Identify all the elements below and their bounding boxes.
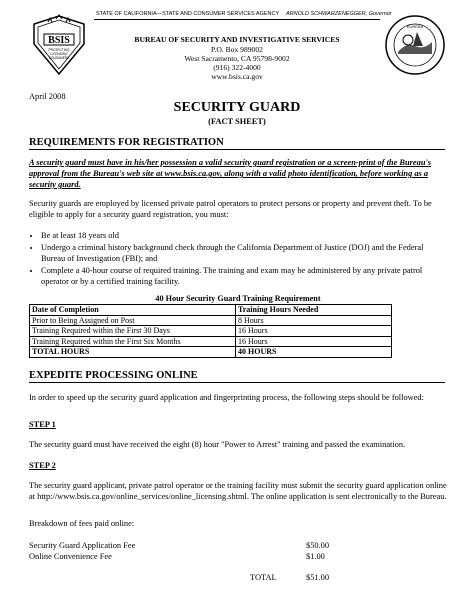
table-header-row bbox=[30, 305, 392, 316]
requirements-list bbox=[29, 230, 447, 288]
registration-notice: A security guard must have in his/her possession a valid security guard registration or a screen-print of the Bureau's approval from the Bureau's web site at www.bsis.ca.gov, along with a valid photo identification, before working as a security guard. bbox=[29, 158, 432, 189]
fee-label: Online Convenience Fee bbox=[29, 552, 112, 561]
list-item: • Be at least 18 years old bbox=[41, 230, 447, 241]
svg-text:EUREKA: EUREKA bbox=[406, 24, 424, 29]
website-line: www.bsis.ca.gov bbox=[211, 72, 263, 81]
expedite-rule bbox=[29, 382, 445, 383]
list-item: • Undergo a criminal history background check through the California Department of Justice (DOJ) and the Federal Bureau of Investigation (FBI); and bbox=[41, 242, 447, 264]
table-cell: 16 Hours bbox=[236, 336, 392, 347]
phone-line: (916) 322-4000 bbox=[213, 63, 261, 72]
letterhead-rule bbox=[94, 19, 380, 20]
california-seal bbox=[384, 14, 446, 76]
document-date: April 2008 bbox=[29, 92, 66, 101]
training-table-caption: 40 Hour Security Guard Training Requirement bbox=[155, 294, 321, 303]
fees-total-label: TOTAL bbox=[250, 573, 277, 582]
state-agency-line: STATE OF CALIFORNIA—STATE AND CONSUMER SERVICES AGENCY bbox=[96, 11, 280, 17]
po-box: P.O. Box 989002 bbox=[211, 45, 263, 54]
city-line: West Sacramento, CA 95798-9002 bbox=[184, 54, 290, 63]
table-cell: 8 Hours bbox=[236, 315, 392, 326]
requirements-rule bbox=[29, 149, 445, 150]
step1-heading: STEP 1 bbox=[29, 420, 56, 429]
table-cell: Training Required within the First Six Months bbox=[30, 336, 236, 347]
page-title: SECURITY GUARD bbox=[173, 100, 301, 115]
fee-amount: $50.00 bbox=[306, 541, 330, 550]
bsis-logo bbox=[28, 14, 90, 76]
expedite-intro: In order to speed up the security guard application and fingerprinting process, the following steps should be followed: bbox=[29, 393, 424, 402]
table-cell: 16 Hours bbox=[236, 326, 392, 337]
fees-total-amount: $51.00 bbox=[306, 573, 330, 582]
svg-text:CONSUMERS: CONSUMERS bbox=[48, 56, 70, 60]
list-item: • Complete a 40-hour course of required training. The training and exam may be administered by any private patrol operator or by a certified training facility. bbox=[41, 265, 447, 287]
bureau-name: BUREAU OF SECURITY AND INVESTIGATIVE SERVICES bbox=[134, 35, 340, 44]
step2-text: The security guard applicant, private patrol operator or the training facility must submit the security guard application online at http://www.bsis.ca.gov/online_services/online_licensing.shtml. The online application is sent electronically to the Bureau. bbox=[29, 481, 447, 501]
svg-text:PROTECTING: PROTECTING bbox=[48, 48, 70, 52]
svg-text:BSIS: BSIS bbox=[48, 35, 70, 46]
expedite-heading: EXPEDITE PROCESSING ONLINE bbox=[29, 370, 198, 381]
table-cell: TOTAL HOURS bbox=[30, 347, 236, 358]
table-total-row bbox=[30, 347, 392, 358]
table-row bbox=[30, 326, 392, 337]
requirements-intro: Security guards are employed by licensed private patrol operators to protect persons or property and prevent theft. To be eligible to apply for a security guard registration, you must: bbox=[29, 199, 432, 219]
table-cell: Prior to Being Assigned on Post bbox=[30, 315, 236, 326]
step1-text: The security guard must have received the eight (8) hour "Power to Arrest" training and passed the examination. bbox=[29, 440, 406, 449]
fees-heading: Breakdown of fees paid online: bbox=[29, 519, 135, 528]
svg-text:LICENSING: LICENSING bbox=[50, 52, 68, 56]
table-row bbox=[30, 315, 392, 326]
fee-label: Security Guard Application Fee bbox=[29, 541, 136, 550]
page-subtitle: (FACT SHEET) bbox=[208, 117, 266, 126]
fee-amount: $1.00 bbox=[306, 552, 325, 561]
training-table bbox=[29, 304, 392, 358]
step2-heading: STEP 2 bbox=[29, 461, 56, 470]
table-header-cell: Training Hours Needed bbox=[236, 305, 392, 316]
table-header-cell: Date of Completion bbox=[30, 305, 236, 316]
table-cell: Training Required within the First 30 Days bbox=[30, 326, 236, 337]
governor-line: ARNOLD SCHWARZENEGGER, Governor bbox=[286, 11, 392, 17]
requirements-heading: REQUIREMENTS FOR REGISTRATION bbox=[29, 137, 224, 148]
table-row bbox=[30, 336, 392, 347]
table-cell: 40 HOURS bbox=[236, 347, 392, 358]
